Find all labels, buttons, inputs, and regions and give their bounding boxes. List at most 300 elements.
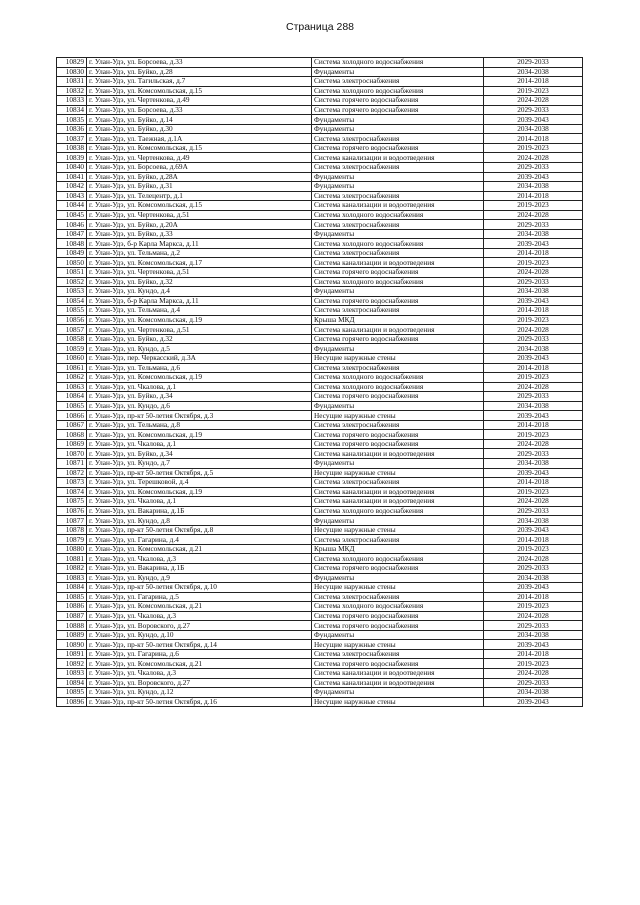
system-cell: Система горячего водоснабжения: [312, 96, 484, 106]
period-cell: 2019-2023: [484, 143, 583, 153]
address-cell: г. Улан-Удэ, ул. Воровского, д.27: [87, 621, 312, 631]
period-cell: 2029-2033: [484, 506, 583, 516]
system-cell: Фундаменты: [312, 67, 484, 77]
system-cell: Система горячего водоснабжения: [312, 105, 484, 115]
address-cell: г. Улан-Удэ, ул. Гагарина, д.6: [87, 649, 312, 659]
table-row: [57, 67, 583, 77]
table-row: [57, 392, 583, 402]
system-cell: Система горячего водоснабжения: [312, 143, 484, 153]
row-number: 10882: [57, 563, 87, 573]
row-number: 10879: [57, 535, 87, 545]
period-cell: 2014-2018: [484, 77, 583, 87]
address-cell: г. Улан-Удэ, ул. Кундо, д.7: [87, 458, 312, 468]
row-number: 10838: [57, 143, 87, 153]
page-title: Страница 288: [285, 21, 355, 33]
system-cell: Система электроснабжения: [312, 134, 484, 144]
system-cell: Несущие наружные стены: [312, 697, 484, 707]
address-cell: г. Улан-Удэ, ул. Комсомольская, д.19: [87, 430, 312, 440]
address-cell: г. Улан-Удэ, пер. Черкасский, д.3А: [87, 353, 312, 363]
period-cell: 2039-2043: [484, 697, 583, 707]
row-number: 10869: [57, 439, 87, 449]
system-cell: Несущие наружные стены: [312, 525, 484, 535]
period-cell: 2014-2018: [484, 191, 583, 201]
table-row: [57, 287, 583, 297]
address-cell: г. Улан-Удэ, ул. Буйко, д.34: [87, 449, 312, 459]
system-cell: Система горячего водоснабжения: [312, 392, 484, 402]
period-cell: 2034-2038: [484, 458, 583, 468]
address-cell: г. Улан-Удэ, ул. Кундо, д.10: [87, 630, 312, 640]
row-number: 10884: [57, 583, 87, 593]
period-cell: 2024-2028: [484, 669, 583, 679]
address-cell: г. Улан-Удэ, ул. Буйко, д.32: [87, 334, 312, 344]
period-cell: 2039-2043: [484, 583, 583, 593]
table-row: [57, 363, 583, 373]
table-row: [57, 525, 583, 535]
table-row: [57, 105, 583, 115]
address-cell: г. Улан-Удэ, ул. Буйко, д.28: [87, 67, 312, 77]
table-row: [57, 210, 583, 220]
row-number: 10888: [57, 621, 87, 631]
system-cell: Система холодного водоснабжения: [312, 239, 484, 249]
address-cell: г. Улан-Удэ, пр-кт 50-летия Октября, д.5: [87, 468, 312, 478]
table-row: [57, 592, 583, 602]
address-cell: г. Улан-Удэ, ул. Кундо, д.8: [87, 516, 312, 526]
system-cell: Система холодного водоснабжения: [312, 277, 484, 287]
row-number: 10842: [57, 182, 87, 192]
period-cell: 2029-2033: [484, 334, 583, 344]
row-number: 10872: [57, 468, 87, 478]
system-cell: Система горячего водоснабжения: [312, 268, 484, 278]
period-cell: 2029-2033: [484, 277, 583, 287]
row-number: 10865: [57, 401, 87, 411]
address-cell: г. Улан-Удэ, ул. Комсомольская, д.15: [87, 143, 312, 153]
address-cell: г. Улан-Удэ, ул. Вакарина, д.1Б: [87, 563, 312, 573]
row-number: 10878: [57, 525, 87, 535]
address-cell: г. Улан-Удэ, ул. Чертенкова, д.51: [87, 268, 312, 278]
table-row: [57, 182, 583, 192]
period-cell: 2029-2033: [484, 621, 583, 631]
table-row: [57, 640, 583, 650]
period-cell: 2034-2038: [484, 688, 583, 698]
table-row: [57, 554, 583, 564]
period-cell: 2019-2023: [484, 544, 583, 554]
address-cell: г. Улан-Удэ, б-р Карла Маркса, д.11: [87, 239, 312, 249]
system-cell: Система холодного водоснабжения: [312, 554, 484, 564]
system-cell: Несущие наружные стены: [312, 411, 484, 421]
row-number: 10841: [57, 172, 87, 182]
address-cell: г. Улан-Удэ, ул. Кундо, д.12: [87, 688, 312, 698]
row-number: 10890: [57, 640, 87, 650]
row-number: 10881: [57, 554, 87, 564]
address-cell: г. Улан-Удэ, ул. Комсомольская, д.19: [87, 373, 312, 383]
address-cell: г. Улан-Удэ, ул. Комсомольская, д.19: [87, 487, 312, 497]
system-cell: Система канализации и водоотведения: [312, 325, 484, 335]
system-cell: Система канализации и водоотведения: [312, 678, 484, 688]
system-cell: Несущие наружные стены: [312, 583, 484, 593]
address-cell: г. Улан-Удэ, ул. Тельмана, д.8: [87, 420, 312, 430]
table-row: [57, 58, 583, 68]
table-row: [57, 468, 583, 478]
address-cell: г. Улан-Удэ, ул. Чкалова, д.1: [87, 497, 312, 507]
period-cell: 2024-2028: [484, 96, 583, 106]
table-row: [57, 373, 583, 383]
system-cell: Система холодного водоснабжения: [312, 86, 484, 96]
system-cell: Несущие наружные стены: [312, 468, 484, 478]
table-row: [57, 382, 583, 392]
period-cell: 2039-2043: [484, 296, 583, 306]
row-number: 10853: [57, 287, 87, 297]
row-number: 10893: [57, 669, 87, 679]
period-cell: 2019-2023: [484, 373, 583, 383]
period-cell: 2034-2038: [484, 401, 583, 411]
period-cell: 2034-2038: [484, 516, 583, 526]
address-cell: г. Улан-Удэ, ул. Буйко, д.33: [87, 229, 312, 239]
table-row: [57, 411, 583, 421]
row-number: 10859: [57, 344, 87, 354]
period-cell: 2014-2018: [484, 420, 583, 430]
system-cell: Фундаменты: [312, 458, 484, 468]
row-number: 10871: [57, 458, 87, 468]
table-row: [57, 115, 583, 125]
table-row: [57, 439, 583, 449]
row-number: 10855: [57, 306, 87, 316]
system-cell: Система канализации и водоотведения: [312, 258, 484, 268]
system-cell: Крыша МКД: [312, 315, 484, 325]
table-row: [57, 134, 583, 144]
table-row: [57, 430, 583, 440]
table-row: [57, 248, 583, 258]
system-cell: Система электроснабжения: [312, 248, 484, 258]
period-cell: 2029-2033: [484, 163, 583, 173]
period-cell: 2029-2033: [484, 58, 583, 68]
period-cell: 2014-2018: [484, 478, 583, 488]
table-row: [57, 487, 583, 497]
address-cell: г. Улан-Удэ, ул. Комсомольская, д.17: [87, 258, 312, 268]
row-number: 10835: [57, 115, 87, 125]
table-row: [57, 611, 583, 621]
row-number: 10854: [57, 296, 87, 306]
address-cell: г. Улан-Удэ, ул. Буйко, д.31: [87, 182, 312, 192]
period-cell: 2034-2038: [484, 630, 583, 640]
period-cell: 2034-2038: [484, 124, 583, 134]
table-row: [57, 535, 583, 545]
address-cell: г. Улан-Удэ, ул. Чкалова, д.1: [87, 382, 312, 392]
system-cell: Система холодного водоснабжения: [312, 373, 484, 383]
table-row: [57, 86, 583, 96]
table-row: [57, 239, 583, 249]
row-number: 10850: [57, 258, 87, 268]
period-cell: 2024-2028: [484, 497, 583, 507]
row-number: 10864: [57, 392, 87, 402]
address-cell: г. Улан-Удэ, ул. Тельмана, д.2: [87, 248, 312, 258]
row-number: 10895: [57, 688, 87, 698]
address-cell: г. Улан-Удэ, ул. Чертенкова, д.49: [87, 96, 312, 106]
period-cell: 2019-2023: [484, 315, 583, 325]
period-cell: 2034-2038: [484, 229, 583, 239]
table-row: [57, 344, 583, 354]
row-number: 10849: [57, 248, 87, 258]
row-number: 10892: [57, 659, 87, 669]
table-row: [57, 334, 583, 344]
table-row: [57, 296, 583, 306]
system-cell: Система электроснабжения: [312, 77, 484, 87]
period-cell: 2029-2033: [484, 105, 583, 115]
table-row: [57, 325, 583, 335]
row-number: 10866: [57, 411, 87, 421]
address-cell: г. Улан-Удэ, ул. Тельмана, д.6: [87, 363, 312, 373]
table-row: [57, 201, 583, 211]
row-number: 10857: [57, 325, 87, 335]
address-cell: г. Улан-Удэ, пр-кт 50-летия Октября, д.3: [87, 411, 312, 421]
table-row: [57, 497, 583, 507]
register-table: [56, 57, 583, 707]
address-cell: г. Улан-Удэ, ул. Чкалова, д.3: [87, 554, 312, 564]
table-row: [57, 258, 583, 268]
row-number: 10889: [57, 630, 87, 640]
system-cell: Система электроснабжения: [312, 363, 484, 373]
system-cell: Система электроснабжения: [312, 191, 484, 201]
address-cell: г. Улан-Удэ, ул. Буйко, д.32: [87, 277, 312, 287]
row-number: 10874: [57, 487, 87, 497]
system-cell: Система горячего водоснабжения: [312, 430, 484, 440]
system-cell: Система канализации и водоотведения: [312, 487, 484, 497]
address-cell: г. Улан-Удэ, ул. Буйко, д.14: [87, 115, 312, 125]
table-row: [57, 353, 583, 363]
table-row: [57, 315, 583, 325]
period-cell: 2024-2028: [484, 268, 583, 278]
system-cell: Система электроснабжения: [312, 649, 484, 659]
address-cell: г. Улан-Удэ, ул. Борсоева, д.33: [87, 58, 312, 68]
period-cell: 2029-2033: [484, 220, 583, 230]
address-cell: г. Улан-Удэ, ул. Воровского, д.27: [87, 678, 312, 688]
address-cell: г. Улан-Удэ, ул. Буйко, д.30: [87, 124, 312, 134]
row-number: 10844: [57, 201, 87, 211]
row-number: 10845: [57, 210, 87, 220]
period-cell: 2024-2028: [484, 153, 583, 163]
system-cell: Система горячего водоснабжения: [312, 659, 484, 669]
system-cell: Система горячего водоснабжения: [312, 334, 484, 344]
table-row: [57, 172, 583, 182]
system-cell: Фундаменты: [312, 124, 484, 134]
row-number: 10894: [57, 678, 87, 688]
table-row: [57, 697, 583, 707]
period-cell: 2029-2033: [484, 563, 583, 573]
row-number: 10851: [57, 268, 87, 278]
row-number: 10846: [57, 220, 87, 230]
period-cell: 2039-2043: [484, 353, 583, 363]
period-cell: 2019-2023: [484, 201, 583, 211]
address-cell: г. Улан-Удэ, ул. Вакарина, д.1Б: [87, 506, 312, 516]
row-number: 10887: [57, 611, 87, 621]
address-cell: г. Улан-Удэ, б-р Карла Маркса, д.11: [87, 296, 312, 306]
system-cell: Система электроснабжения: [312, 535, 484, 545]
table-row: [57, 153, 583, 163]
period-cell: 2039-2043: [484, 640, 583, 650]
row-number: 10847: [57, 229, 87, 239]
row-number: 10862: [57, 373, 87, 383]
system-cell: Фундаменты: [312, 516, 484, 526]
address-cell: г. Улан-Удэ, ул. Кундо, д.4: [87, 287, 312, 297]
row-number: 10873: [57, 478, 87, 488]
system-cell: Фундаменты: [312, 287, 484, 297]
system-cell: Фундаменты: [312, 630, 484, 640]
register-table-body: [57, 58, 583, 707]
period-cell: 2019-2023: [484, 659, 583, 669]
system-cell: Система канализации и водоотведения: [312, 669, 484, 679]
period-cell: 2034-2038: [484, 182, 583, 192]
system-cell: Система горячего водоснабжения: [312, 563, 484, 573]
address-cell: г. Улан-Удэ, пр-кт 50-летия Октября, д.8: [87, 525, 312, 535]
table-row: [57, 688, 583, 698]
system-cell: Система канализации и водоотведения: [312, 153, 484, 163]
row-number: 10834: [57, 105, 87, 115]
row-number: 10861: [57, 363, 87, 373]
system-cell: Система горячего водоснабжения: [312, 296, 484, 306]
table-row: [57, 583, 583, 593]
period-cell: 2019-2023: [484, 258, 583, 268]
system-cell: Крыша МКД: [312, 544, 484, 554]
period-cell: 2019-2023: [484, 487, 583, 497]
row-number: 10837: [57, 134, 87, 144]
row-number: 10883: [57, 573, 87, 583]
table-row: [57, 420, 583, 430]
row-number: 10843: [57, 191, 87, 201]
period-cell: 2014-2018: [484, 535, 583, 545]
address-cell: г. Улан-Удэ, ул. Кундо, д.6: [87, 401, 312, 411]
address-cell: г. Улан-Удэ, ул. Комсомольская, д.21: [87, 544, 312, 554]
address-cell: г. Улан-Удэ, ул. Чкалова, д.3: [87, 669, 312, 679]
row-number: 10852: [57, 277, 87, 287]
system-cell: Система холодного водоснабжения: [312, 58, 484, 68]
row-number: 10860: [57, 353, 87, 363]
table-row: [57, 573, 583, 583]
system-cell: Фундаменты: [312, 182, 484, 192]
period-cell: 2034-2038: [484, 67, 583, 77]
row-number: 10885: [57, 592, 87, 602]
system-cell: Система электроснабжения: [312, 306, 484, 316]
period-cell: 2029-2033: [484, 392, 583, 402]
row-number: 10830: [57, 67, 87, 77]
table-row: [57, 602, 583, 612]
period-cell: 2014-2018: [484, 592, 583, 602]
table-row: [57, 96, 583, 106]
row-number: 10836: [57, 124, 87, 134]
table-row: [57, 163, 583, 173]
row-number: 10832: [57, 86, 87, 96]
table-row: [57, 306, 583, 316]
table-row: [57, 268, 583, 278]
system-cell: Система холодного водоснабжения: [312, 210, 484, 220]
table-row: [57, 220, 583, 230]
system-cell: Фундаменты: [312, 344, 484, 354]
address-cell: г. Улан-Удэ, ул. Комсомольская, д.15: [87, 201, 312, 211]
system-cell: Фундаменты: [312, 401, 484, 411]
address-cell: г. Улан-Удэ, ул. Буйко, д.34: [87, 392, 312, 402]
system-cell: Фундаменты: [312, 115, 484, 125]
period-cell: 2039-2043: [484, 172, 583, 182]
period-cell: 2034-2038: [484, 287, 583, 297]
period-cell: 2039-2043: [484, 468, 583, 478]
address-cell: г. Улан-Удэ, ул. Телецентр, д.1: [87, 191, 312, 201]
address-cell: г. Улан-Удэ, ул. Гагарина, д.5: [87, 592, 312, 602]
period-cell: 2014-2018: [484, 363, 583, 373]
period-cell: 2014-2018: [484, 248, 583, 258]
period-cell: 2024-2028: [484, 554, 583, 564]
table-row: [57, 191, 583, 201]
address-cell: г. Улан-Удэ, ул. Терешковой, д.4: [87, 478, 312, 488]
system-cell: Фундаменты: [312, 688, 484, 698]
row-number: 10840: [57, 163, 87, 173]
table-row: [57, 516, 583, 526]
system-cell: Система электроснабжения: [312, 420, 484, 430]
period-cell: 2014-2018: [484, 134, 583, 144]
table-row: [57, 77, 583, 87]
row-number: 10863: [57, 382, 87, 392]
row-number: 10886: [57, 602, 87, 612]
table-row: [57, 621, 583, 631]
row-number: 10856: [57, 315, 87, 325]
address-cell: г. Улан-Удэ, ул. Комсомольская, д.15: [87, 86, 312, 96]
period-cell: 2039-2043: [484, 239, 583, 249]
address-cell: г. Улан-Удэ, ул. Чкалова, д.3: [87, 611, 312, 621]
address-cell: г. Улан-Удэ, пр-кт 50-летия Октября, д.10: [87, 583, 312, 593]
system-cell: Система горячего водоснабжения: [312, 611, 484, 621]
system-cell: Фундаменты: [312, 229, 484, 239]
table-row: [57, 563, 583, 573]
address-cell: г. Улан-Удэ, ул. Комсомольская, д.19: [87, 315, 312, 325]
table-row: [57, 401, 583, 411]
address-cell: г. Улан-Удэ, ул. Чертенкова, д.49: [87, 153, 312, 163]
address-cell: г. Улан-Удэ, ул. Чертенкова, д.51: [87, 325, 312, 335]
table-row: [57, 649, 583, 659]
period-cell: 2024-2028: [484, 210, 583, 220]
table-row: [57, 678, 583, 688]
period-cell: 2024-2028: [484, 325, 583, 335]
address-cell: г. Улан-Удэ, ул. Чертенкова, д.51: [87, 210, 312, 220]
system-cell: Несущие наружные стены: [312, 353, 484, 363]
row-number: 10868: [57, 430, 87, 440]
period-cell: 2034-2038: [484, 344, 583, 354]
system-cell: Фундаменты: [312, 573, 484, 583]
table-row: [57, 669, 583, 679]
table-row: [57, 544, 583, 554]
period-cell: 2024-2028: [484, 439, 583, 449]
address-cell: г. Улан-Удэ, ул. Чкалова, д.1: [87, 439, 312, 449]
table-row: [57, 229, 583, 239]
address-cell: г. Улан-Удэ, ул. Кундо, д.5: [87, 344, 312, 354]
address-cell: г. Улан-Удэ, ул. Буйко, д.28А: [87, 172, 312, 182]
system-cell: Система электроснабжения: [312, 592, 484, 602]
period-cell: 2014-2018: [484, 649, 583, 659]
period-cell: 2019-2023: [484, 430, 583, 440]
row-number: 10833: [57, 96, 87, 106]
row-number: 10858: [57, 334, 87, 344]
row-number: 10870: [57, 449, 87, 459]
address-cell: г. Улан-Удэ, ул. Комсомольская, д.21: [87, 602, 312, 612]
address-cell: г. Улан-Удэ, пр-кт 50-летия Октября, д.16: [87, 697, 312, 707]
table-row: [57, 458, 583, 468]
period-cell: 2039-2043: [484, 115, 583, 125]
row-number: 10880: [57, 544, 87, 554]
system-cell: Система холодного водоснабжения: [312, 506, 484, 516]
row-number: 10891: [57, 649, 87, 659]
address-cell: г. Улан-Удэ, пр-кт 50-летия Октября, д.14: [87, 640, 312, 650]
period-cell: 2029-2033: [484, 678, 583, 688]
row-number: 10848: [57, 239, 87, 249]
period-cell: 2039-2043: [484, 525, 583, 535]
table-row: [57, 143, 583, 153]
system-cell: Система канализации и водоотведения: [312, 201, 484, 211]
